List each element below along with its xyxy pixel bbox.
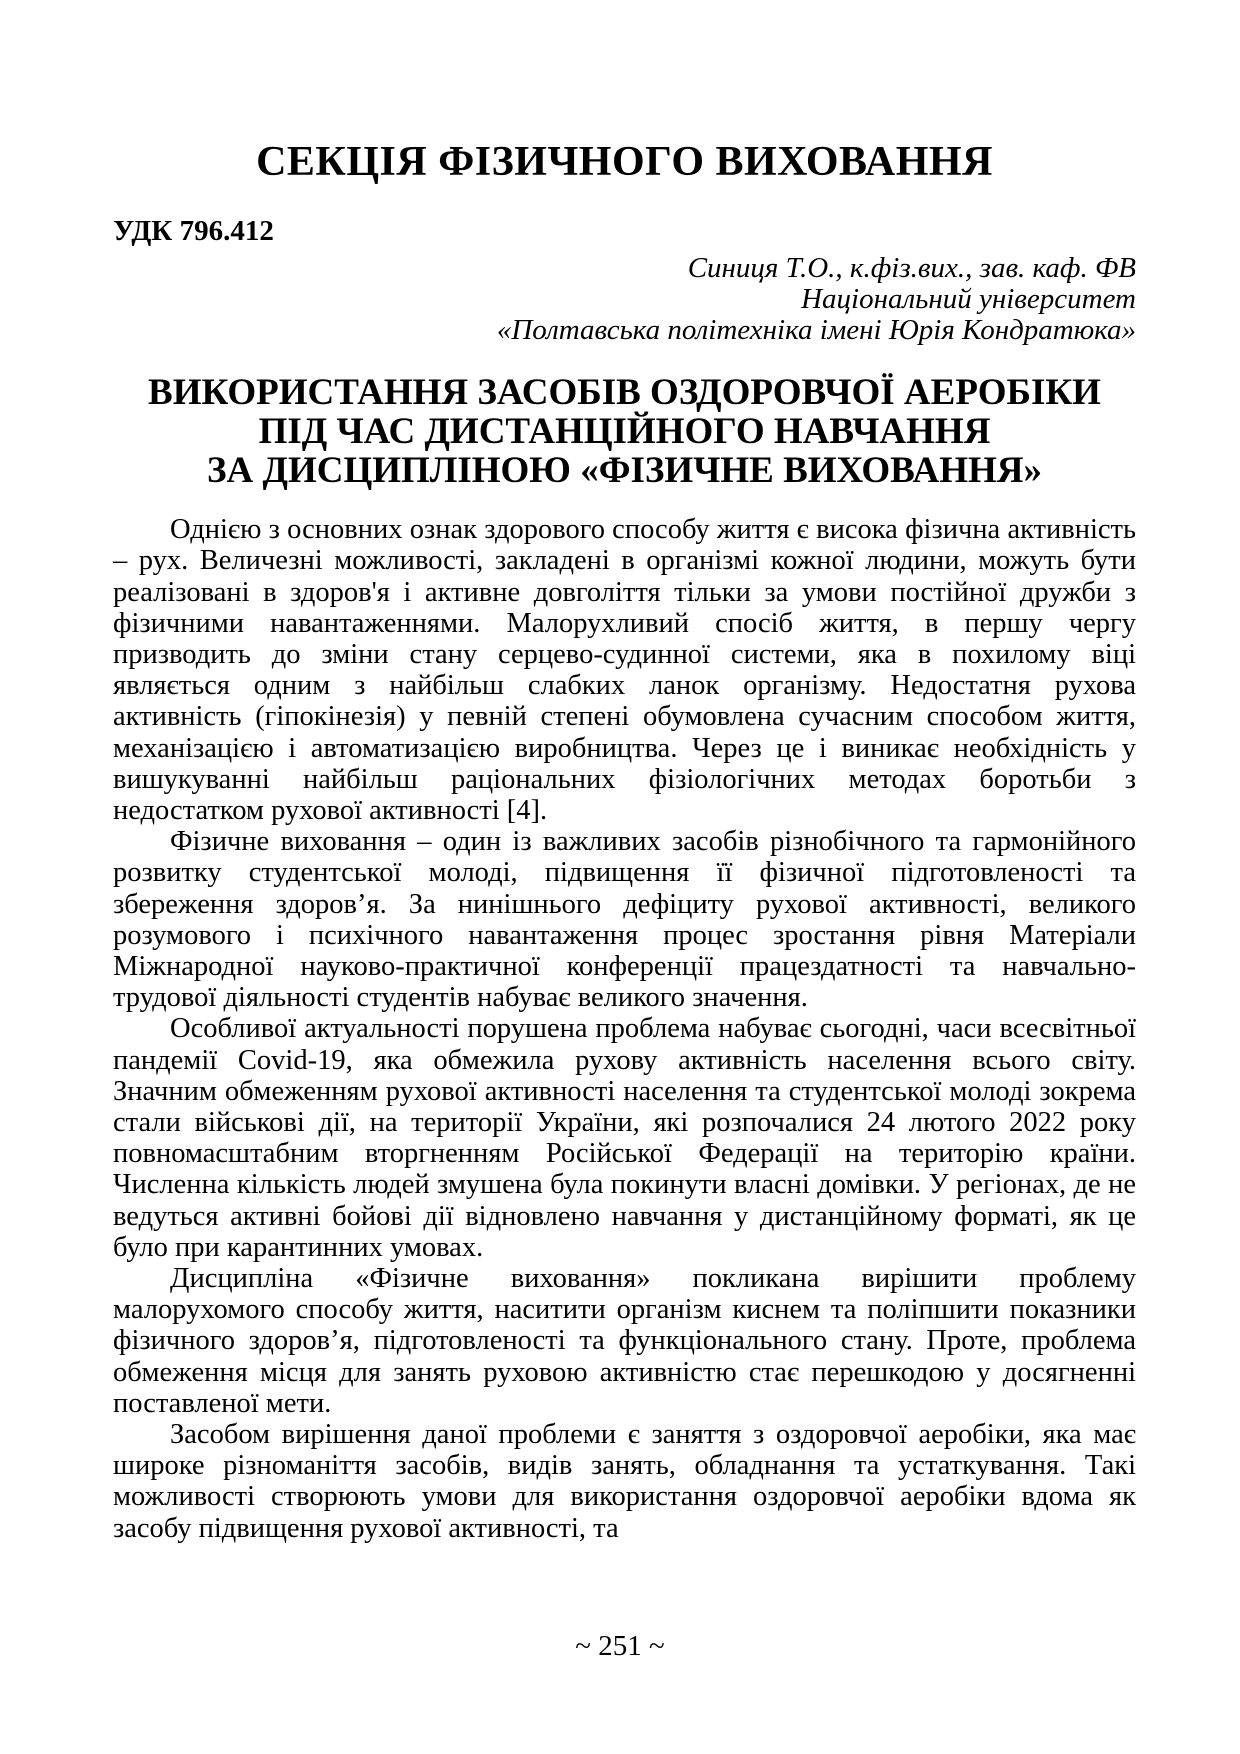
article-title-line-1: ВИКОРИСТАННЯ ЗАСОБІВ ОЗДОРОВЧОЇ АЕРОБІКИ: [148, 372, 1101, 414]
page-number: ~ 251 ~: [575, 1630, 665, 1662]
section-header: СЕКЦІЯ ФІЗИЧНОГО ВИХОВАННЯ: [256, 139, 993, 185]
article-title: [113, 373, 1136, 490]
udc-code: УДК 796.412: [113, 215, 274, 248]
paragraph-3: Особливої актуальності порушена проблема набуває сьогодні, часи всесвітньої пандемії Covid-19, яка обмежила рухову активність населення всього світу. Значним обмеженням рухової активності населення та студентської молоді зокрема стали військові дії, на території України, які розпочалися 24 лютого 2022 року повномасштабним вторгненням Російської Федерації на територію країни. Численна кількість людей змушена була покинути власні домівки. У регіонах, де не ведуться активні бойові дії відновлено навчання у дистанційному форматі, як це було при карантинних умовах.: [113, 1013, 1136, 1263]
author-affiliation-line-2: «Полтавська політехніка імені Юрія Кондратюка»: [496, 314, 1136, 347]
author-name-line: Синиця Т.О., к.фіз.вих., зав. каф. ФВ: [687, 252, 1136, 285]
paragraph-5: Засобом вирішення даної проблеми є заняття з оздоровчої аеробіки, яка має широке різноманіття засобів, видів занять, обладнання та устаткування. Такі можливості створюють умови для використання оздоровчої аеробіки вдома як засобу підвищення рухової активності, та: [113, 1418, 1136, 1544]
paragraph-4: Дисципліна «Фізичне виховання» покликана вирішити проблему малорухомого способу життя, наситити організм киснем та поліпшити показники фізичного здоров’я, підготовленості та функціонального стану. Проте, проблема обмеження місця для занять руховою активністю стає перешкодою у досягненні поставленої мети.: [113, 1262, 1136, 1419]
author-block: [113, 253, 1136, 346]
paragraph-1: Однією з основних ознак здорового способу життя є висока фізична активність – рух. Величезні можливості, закладені в організмі кожної людини, можуть бути реалізовані в здоров'я і активне довголіття тільки за умови постійної дружби з фізичними навантаженнями. Малорухливий спосіб життя, в першу чергу призводить до зміни стану серцево-судинної системи, яка в похилому віці являється одним з найбільш слабких ланок організму. Недостатня рухова активність (гіпокінезія) у певній степені обумовлена сучасним способом життя, механізацією і автоматизацією виробництва. Через це і виникає необхідність у вишукуванні найбільш раціональних фізіологічних методах боротьби з недостатком рухової активності [4].: [113, 514, 1136, 826]
article-title-line-2: ПІД ЧАС ДИСТАНЦІЙНОГО НАВЧАННЯ: [258, 411, 991, 453]
author-affiliation-line: Національний університет: [801, 283, 1136, 316]
paragraph-2: Фізичне виховання – один із важливих засобів різнобічного та гармонійного розвитку студентської молоді, підвищення її фізичної підготовленості та збереження здоров’я. За нинішнього дефіциту рухової активності, великого розумового і психічного навантаження процес зростання рівня Матеріали Міжнародної науково-практичної конференції працездатності та навчально-трудової діяльності студентів набуває великого значення.: [113, 826, 1136, 1014]
article-body: [113, 514, 1136, 1544]
article-title-line-3: ЗА ДИСЦИПЛІНОЮ «ФІЗИЧНЕ ВИХОВАННЯ»: [206, 450, 1042, 492]
